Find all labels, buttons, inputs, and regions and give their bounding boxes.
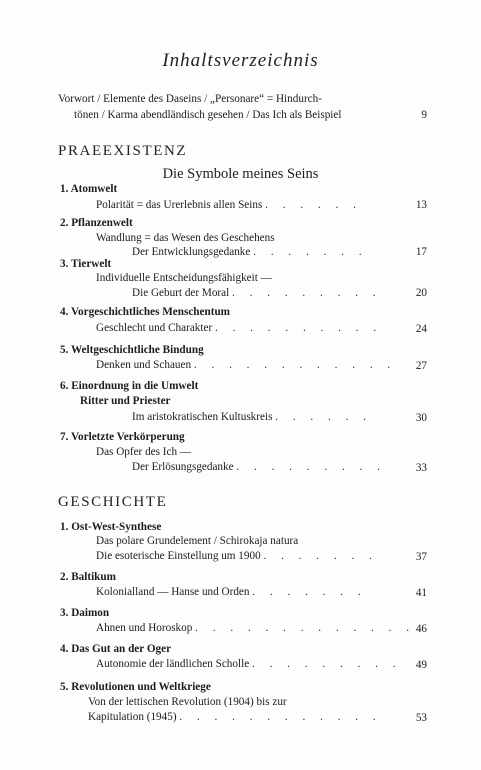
chapter-title: 3. Tierwelt: [60, 258, 112, 270]
chapter-title: 1. Ost-West-Synthese: [60, 521, 162, 533]
chapter-line: Die Geburt der Moral . . . . . . . . .: [132, 287, 382, 299]
chapter-line: Ritter und Priester: [80, 395, 171, 407]
chapter-title: 5. Revolutionen und Weltkriege: [60, 681, 211, 693]
dot-leader: . . . . . . . . .: [236, 461, 386, 473]
chapter-line: Geschlecht und Charakter . . . . . . . . . .: [96, 322, 383, 334]
chapter-line: Im aristokratischen Kultuskreis . . . . . .: [132, 411, 372, 423]
chapter-page-number: 49: [415, 659, 427, 671]
chapter-title: 3. Daimon: [60, 607, 110, 619]
chapter-page-number: 33: [415, 462, 427, 474]
chapter-page-number: 41: [415, 587, 427, 599]
dot-leader: . . . . . . . . . . . . .: [195, 622, 416, 634]
chapter-title: 6. Einordnung in die Umwelt: [60, 380, 199, 392]
chapter-page-number: 20: [415, 287, 427, 299]
dot-leader: . . . . . . . . . .: [214, 322, 383, 334]
chapter-line: Kolonialland — Hanse und Orden . . . . . . .: [96, 586, 367, 598]
chapter-title: 4. Das Gut an der Oger: [60, 643, 172, 655]
chapter-line: Die esoterische Einstellung um 1900 . . . . . . .: [96, 550, 378, 562]
chapter-page-number: 53: [415, 712, 427, 724]
dot-leader: . . . . . . . . . . . .: [179, 711, 382, 723]
dot-leader: . . . . . . . . .: [251, 658, 402, 670]
chapter-line: Das Opfer des Ich —: [96, 446, 192, 458]
section-heading-geschichte: GESCHICHTE: [58, 494, 168, 510]
chapter-title: 4. Vorgeschichtliches Menschentum: [60, 306, 230, 318]
chapter-page-number: 24: [415, 323, 427, 335]
chapter-line: Das polare Grundelement / Schirokaja natura: [96, 535, 299, 547]
section-subheading: Die Symbole meines Seins: [162, 166, 319, 182]
chapter-line: Ahnen und Horoskop . . . . . . . . . . . . .: [96, 622, 416, 634]
chapter-page-number: 27: [415, 360, 427, 372]
chapter-line: Individuelle Entscheidungsfähigkeit —: [96, 272, 272, 284]
chapter-line: Der Erlösungsgedanke . . . . . . . . .: [132, 461, 386, 473]
dot-leader: . . . . . . .: [253, 246, 368, 258]
chapter-page-number: 17: [415, 246, 427, 258]
chapter-title: 2. Baltikum: [60, 571, 116, 583]
dot-leader: . . . . . . . . .: [232, 287, 382, 299]
dot-leader: . . . . . .: [265, 199, 362, 211]
chapter-line: Der Entwicklungsgedanke . . . . . . .: [132, 246, 368, 258]
chapter-page-number: 37: [415, 551, 427, 563]
dot-leader: . . . . . .: [275, 411, 372, 423]
chapter-line: Wandlung = das Wesen des Geschehens: [96, 232, 275, 244]
intro-page-number: 9: [421, 109, 427, 121]
intro-line-1: Vorwort / Elemente des Daseins / „Personare“ = Hindurch-: [58, 93, 322, 105]
chapter-page-number: 46: [415, 623, 427, 635]
dot-leader: . . . . . . .: [263, 550, 378, 562]
dot-leader: . . . . . . . . . . . .: [193, 359, 397, 371]
chapter-page-number: 13: [415, 199, 427, 211]
chapter-page-number: 30: [415, 412, 427, 424]
chapter-title: 7. Vorletzte Verkörperung: [60, 431, 185, 443]
chapter-line: Kapitulation (1945) . . . . . . . . . . . .: [88, 711, 382, 723]
dot-leader: . . . . . . .: [252, 586, 367, 598]
section-heading-praeexistenz: PRAEEXISTENZ: [58, 143, 188, 159]
chapter-title: 1. Atomwelt: [60, 183, 118, 195]
chapter-title: 5. Weltgeschichtliche Bindung: [60, 344, 204, 356]
chapter-title: 2. Pflanzenwelt: [60, 217, 133, 229]
intro-line-2: tönen / Karma abendländisch gesehen / Das Ich als Beispiel: [74, 109, 342, 121]
chapter-line: Denken und Schauen . . . . . . . . . . . .: [96, 359, 397, 371]
chapter-line: Autonomie der ländlichen Scholle . . . . . . . . .: [96, 658, 402, 670]
chapter-line: Polarität = das Urerlebnis allen Seins . . . . . .: [96, 199, 362, 211]
chapter-line: Von der lettischen Revolution (1904) bis zur: [88, 696, 287, 708]
page-title: Inhaltsverzeichnis: [162, 50, 319, 71]
